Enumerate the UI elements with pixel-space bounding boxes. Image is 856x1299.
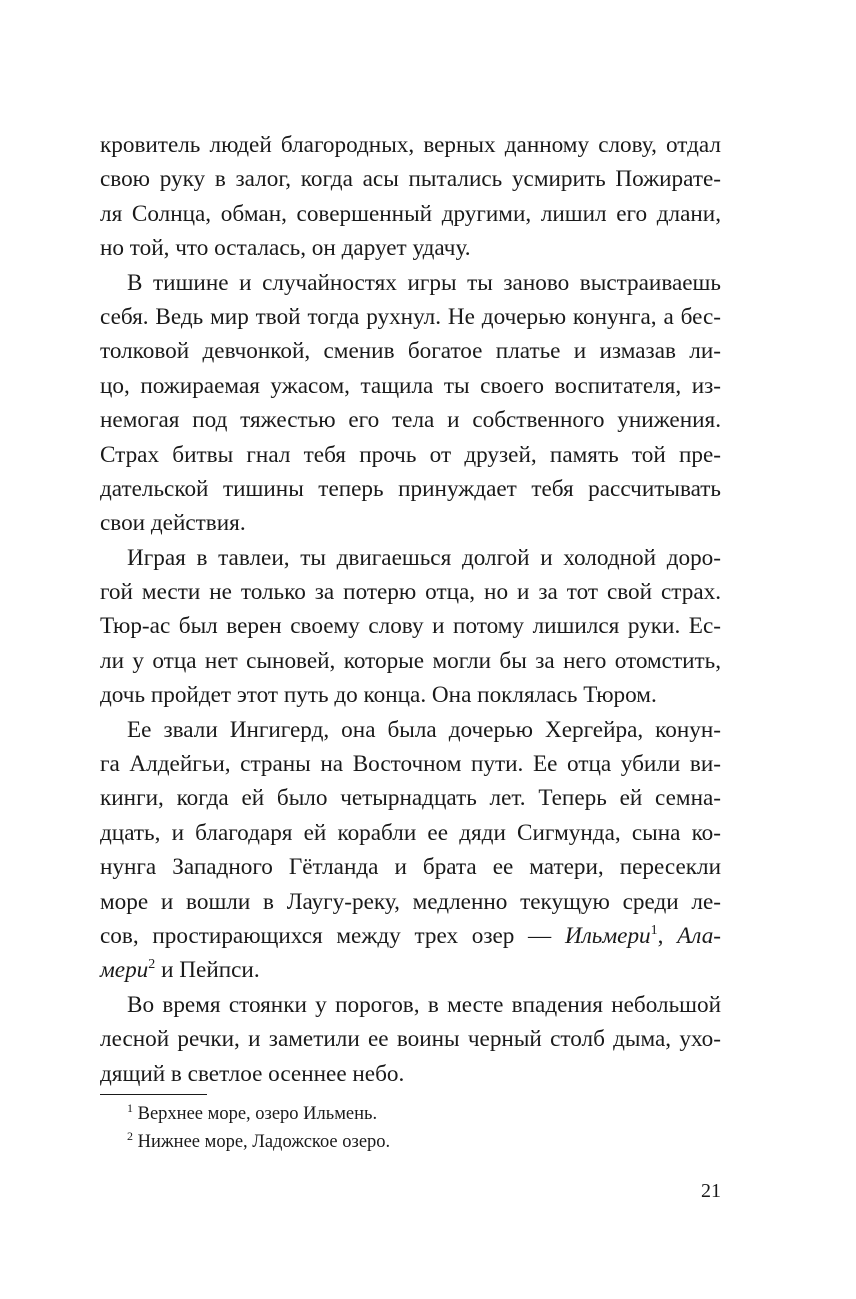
paragraph-3 (100, 541, 721, 713)
text-line: ли у отца нет сыновей, которые могли бы за него отомстить, (100, 647, 721, 674)
text-line: кинги, когда ей было четырнадцать лет. Теперь ей семна- (100, 785, 721, 812)
paragraph-2 (100, 266, 721, 541)
text-line: Тюр-ас был верен своему слову и потому лишился руки. Ес- (100, 613, 721, 640)
text-line: га Алдейгьи, страны на Восточном пути. Ее отца убили ви- (100, 751, 721, 778)
footnote-ref-2[interactable]: 2 (148, 957, 156, 973)
text-line: море и вошли в Лаугу-реку, медленно текущую среди ле- (100, 888, 721, 915)
page-body (100, 128, 721, 1091)
text-line: себя. Ведь мир твой тогда рухнул. Не дочерью конунга, а бес- (100, 303, 721, 330)
text-line: кровитель людей благородных, верных данному слову, отдал (100, 132, 721, 158)
text-line: немогая под тяжестью его тела и собственного унижения. (100, 407, 721, 434)
lake-name-alameri-start: Ала- (677, 922, 722, 949)
lake-name-alameri-end: мери (100, 957, 149, 984)
paragraph-4 (100, 713, 721, 988)
text-fragment: и Пейпси. (155, 957, 260, 984)
text-line: лесной речки, и заметили ее воины черный столб дыма, ухо- (100, 1026, 721, 1053)
footnote-text: Нижнее море, Ладожское озеро. (133, 1132, 391, 1152)
text-line (100, 953, 721, 987)
text-line: толковой девчонкой, сменив богатое платье и измазав ли- (100, 338, 721, 365)
footnote-1 (127, 1100, 721, 1128)
text-line: свою руку в залог, когда асы пытались усмирить Пожирате- (100, 166, 721, 193)
text-line: Во время стоянки у порогов, в месте впадения небольшой (127, 991, 721, 1018)
paragraph-1 (100, 128, 721, 266)
text-fragment: , (657, 922, 678, 949)
text-line: нунга Западного Гётланда и брата ее матери, пересекли (100, 854, 721, 881)
text-line: свои действия. (100, 510, 246, 537)
footnote-2 (127, 1128, 721, 1156)
text-line: дочь пройдет этот путь до конца. Она поклялась Тюром. (100, 682, 657, 709)
text-line: ля Солнца, обман, совершенный другими, лишил его длани, (100, 200, 721, 227)
footnote-divider (100, 1094, 207, 1095)
text-line: цо, пожираемая ужасом, тащила ты своего воспитателя, из- (100, 372, 721, 399)
text-line: Ее звали Ингигерд, она была дочерью Хергейра, конун- (127, 716, 721, 743)
footnote-marker: 2 (127, 1129, 133, 1143)
page-number: 21 (701, 1180, 721, 1202)
footnote-text: Верхнее море, озеро Ильмень. (133, 1104, 378, 1124)
text-line: Страх битвы гнал тебя прочь от друзей, память той пре- (100, 441, 721, 468)
text-line (100, 919, 721, 953)
text-fragment: сов, простирающихся между трех озер — (100, 922, 565, 949)
text-line: В тишине и случайностях игры ты заново выстраиваешь (127, 269, 721, 296)
text-line: дцать, и благодаря ей корабли ее дяди Сигмунда, сына ко- (100, 819, 721, 846)
text-line: гой мести не только за потерю отца, но и за тот свой страх. (100, 579, 721, 606)
footnote-marker: 1 (127, 1101, 133, 1115)
text-line: Играя в тавлеи, ты двигаешься долгой и холодной доро- (127, 544, 721, 571)
lake-name-ilmeri: Ильмери (564, 922, 651, 949)
footnotes (127, 1100, 721, 1156)
text-line: дящий в светлое осеннее небо. (100, 1060, 405, 1087)
footnote-ref-1[interactable]: 1 (650, 922, 658, 938)
text-line: дательской тишины теперь принуждает тебя рассчитывать (100, 475, 721, 502)
text-line: но той, что осталась, он дарует удачу. (100, 235, 471, 262)
paragraph-5 (100, 988, 721, 1091)
